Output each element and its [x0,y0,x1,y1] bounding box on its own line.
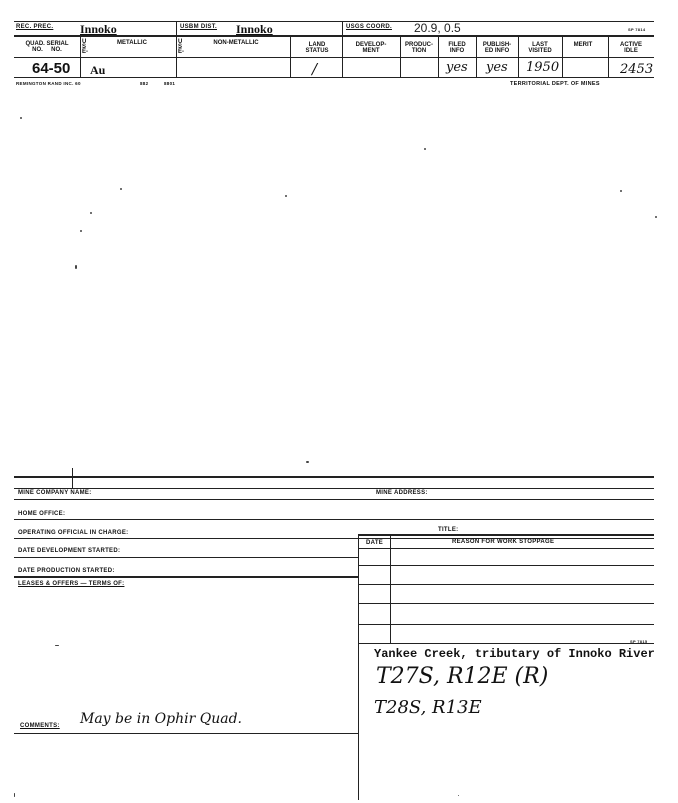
record-last-visited: 1950 [526,60,560,75]
comments-label: COMMENTS: [20,723,60,729]
comments-value: May be in Ophir Quad. [80,711,243,727]
date-production-label: DATE PRODUCTION STARTED: [18,568,115,574]
printer-code-1: 882 [140,81,149,86]
col-filed-info: FILED INFO [448,42,466,54]
col-published-info: PUBLISH- ED INFO [482,42,512,54]
usbm-dist-label: USBM DIST. [180,24,218,30]
col-development: DEVELOP- MENT [355,42,387,54]
rec-prec-label: REC. PREC. [16,24,54,30]
mine-address-label: MINE ADDRESS: [376,490,428,496]
col-use-metallic: U S E- [82,39,88,55]
date-column-label: DATE [366,540,384,546]
form-number-bottom: SP 7815 [630,639,648,644]
operating-official-label: OPERATING OFFICIAL IN CHARGE: [18,530,129,536]
mine-company-name-label: MINE COMPANY NAME: [18,490,92,496]
date-development-label: DATE DEVELOPMENT STARTED: [18,548,121,554]
location-typed: Yankee Creek, tributary of Innoko River [374,647,655,661]
col-use-nonmetallic: U S E- [178,39,184,55]
col-metallic: METALLIC [117,40,147,46]
col-non-metallic: NON-METALLIC [213,40,259,46]
col-merit: MERIT [573,42,593,48]
location-handwritten-2: T28S, R13E [374,697,482,718]
col-production: PRODUC- TION [405,42,433,54]
printer-line: REMINGTON RAND INC. 60 [16,81,81,86]
usgs-coord-value: 20.9, 0.5 [414,21,461,35]
record-published-info: yes [486,60,508,75]
home-office-label: HOME OFFICE: [18,511,66,517]
rec-prec-value: Innoko [80,22,117,36]
leases-offers-label: LEASES & OFFERS — TERMS OF: [18,581,125,587]
agency-name: TERRITORIAL DEPT. OF MINES [510,81,600,87]
col-active-idle: ACTIVE IDLE [619,42,642,54]
form-number-top: SP 7814 [628,27,646,32]
record-quad-serial: 64-50 [32,60,71,77]
usbm-dist-value: Innoko [236,22,273,36]
record-active-idle: 2453 [620,62,654,77]
printer-code-2: 8801 [164,81,176,86]
reason-column-label: REASON FOR WORK STOPPAGE [452,539,555,545]
record-metallic: Au [90,63,106,77]
title-label: TITLE: [438,527,459,533]
col-quad-serial: QUAD. SERIAL NO. NO. [25,41,69,53]
record-land-status: / [312,60,318,78]
usgs-coord-label: USGS COORD. [346,24,392,30]
location-handwritten-1: T27S, R12E (R) [376,664,549,689]
record-filed-info: yes [446,60,468,75]
col-last-visited: LAST VISITED [528,42,552,54]
col-land-status: LAND STATUS [305,42,329,54]
